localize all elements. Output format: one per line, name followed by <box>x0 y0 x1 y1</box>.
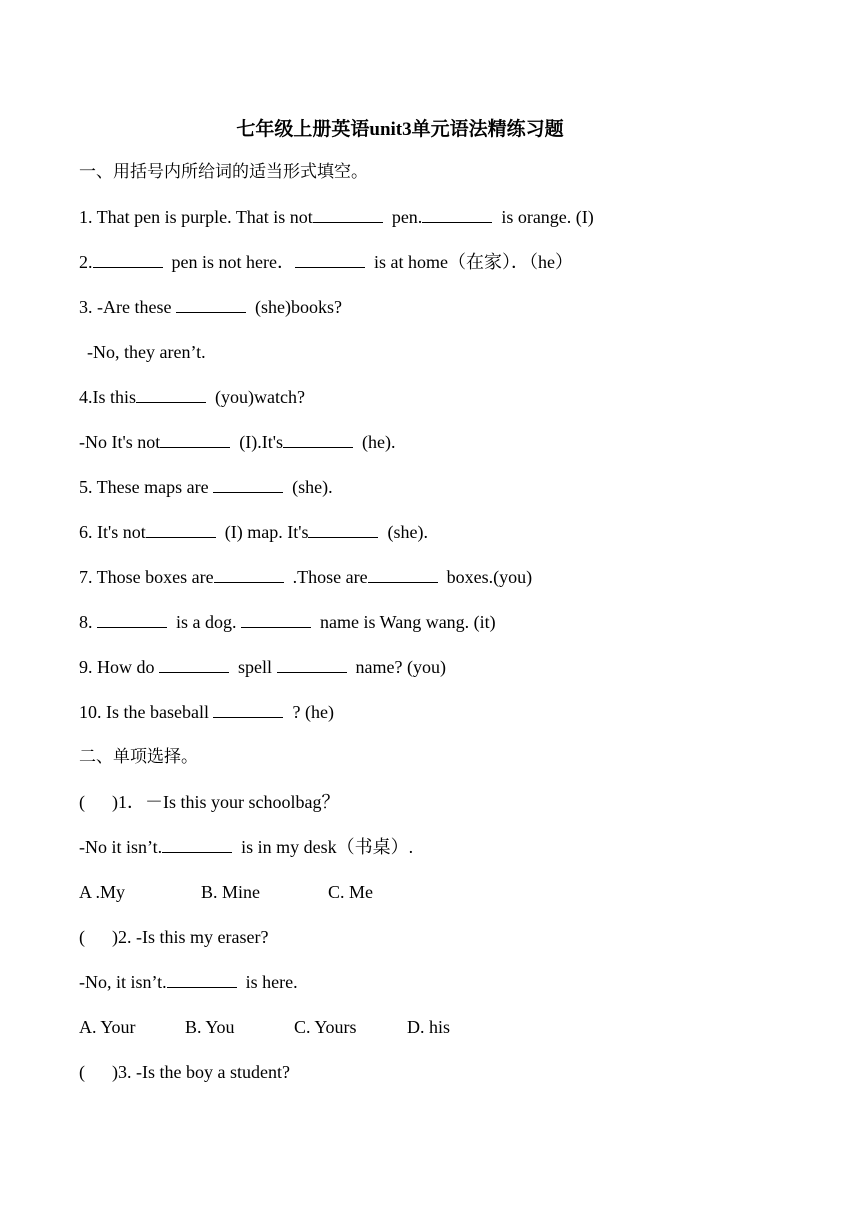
question-4: 4.Is this (you)watch? <box>79 387 305 407</box>
answer-blank[interactable] <box>313 206 383 223</box>
answer-blank[interactable] <box>213 701 283 718</box>
question-10: 10. Is the baseball ? (he) <box>79 702 334 722</box>
question-3: 3. -Are these (she)books? <box>79 297 342 317</box>
answer-blank[interactable] <box>97 611 167 628</box>
option-a[interactable]: A. Your <box>79 1017 136 1037</box>
question-5: 5. These maps are (she). <box>79 477 333 497</box>
section1-heading: 一、用括号内所给词的适当形式填空。 <box>79 162 368 182</box>
question-1: 1. That pen is purple. That is not pen. is orange. (I) <box>79 207 594 227</box>
answer-blank[interactable] <box>277 656 347 673</box>
question-4-answer: -No It's not (I).It's (he). <box>79 432 396 452</box>
answer-blank[interactable] <box>93 251 163 268</box>
answer-blank[interactable] <box>176 296 246 313</box>
mc-question-2-answer: -No, it isn’t. is here. <box>79 972 298 992</box>
mc-question-3: ( )3. -Is the boy a student? <box>79 1062 290 1082</box>
answer-blank[interactable] <box>368 566 438 583</box>
option-b[interactable]: B. Mine <box>201 882 261 902</box>
answer-blank[interactable] <box>214 566 284 583</box>
answer-blank[interactable] <box>136 386 206 403</box>
section2-heading: 二、单项选择。 <box>79 747 198 767</box>
option-d[interactable]: D. his <box>407 1017 451 1037</box>
question-8: 8. is a dog. name is Wang wang. (it) <box>79 612 496 632</box>
mc-question-1: ( )1．－Is this your schoolbag？ <box>79 792 340 812</box>
answer-blank[interactable] <box>162 836 232 853</box>
question-3-answer: -No, they aren’t. <box>87 342 206 362</box>
question-7: 7. Those boxes are .Those are boxes.(you) <box>79 567 533 587</box>
question-9: 9. How do spell name? (you) <box>79 657 446 677</box>
option-c[interactable]: C. Yours <box>294 1017 357 1037</box>
answer-blank[interactable] <box>146 521 216 538</box>
answer-blank[interactable] <box>295 251 365 268</box>
option-a[interactable]: A .My <box>79 882 126 902</box>
answer-blank[interactable] <box>241 611 311 628</box>
answer-blank[interactable] <box>213 476 283 493</box>
option-c[interactable]: C. Me <box>328 882 373 902</box>
mc-question-1-answer: -No it isn’t. is in my desk（书桌）. <box>79 837 414 857</box>
answer-blank[interactable] <box>308 521 378 538</box>
question-2: 2. pen is not here． is at home（在家）．（he） <box>79 252 573 272</box>
answer-blank[interactable] <box>167 971 237 988</box>
answer-blank[interactable] <box>159 656 229 673</box>
page-title: 七年级上册英语unit3单元语法精练习题 <box>236 119 564 140</box>
question-6: 6. It's not (I) map. It's (she). <box>79 522 428 542</box>
option-b[interactable]: B. You <box>185 1017 235 1037</box>
answer-blank[interactable] <box>283 431 353 448</box>
mc-question-2: ( )2. -Is this my eraser? <box>79 927 269 947</box>
answer-blank[interactable] <box>160 431 230 448</box>
answer-blank[interactable] <box>422 206 492 223</box>
